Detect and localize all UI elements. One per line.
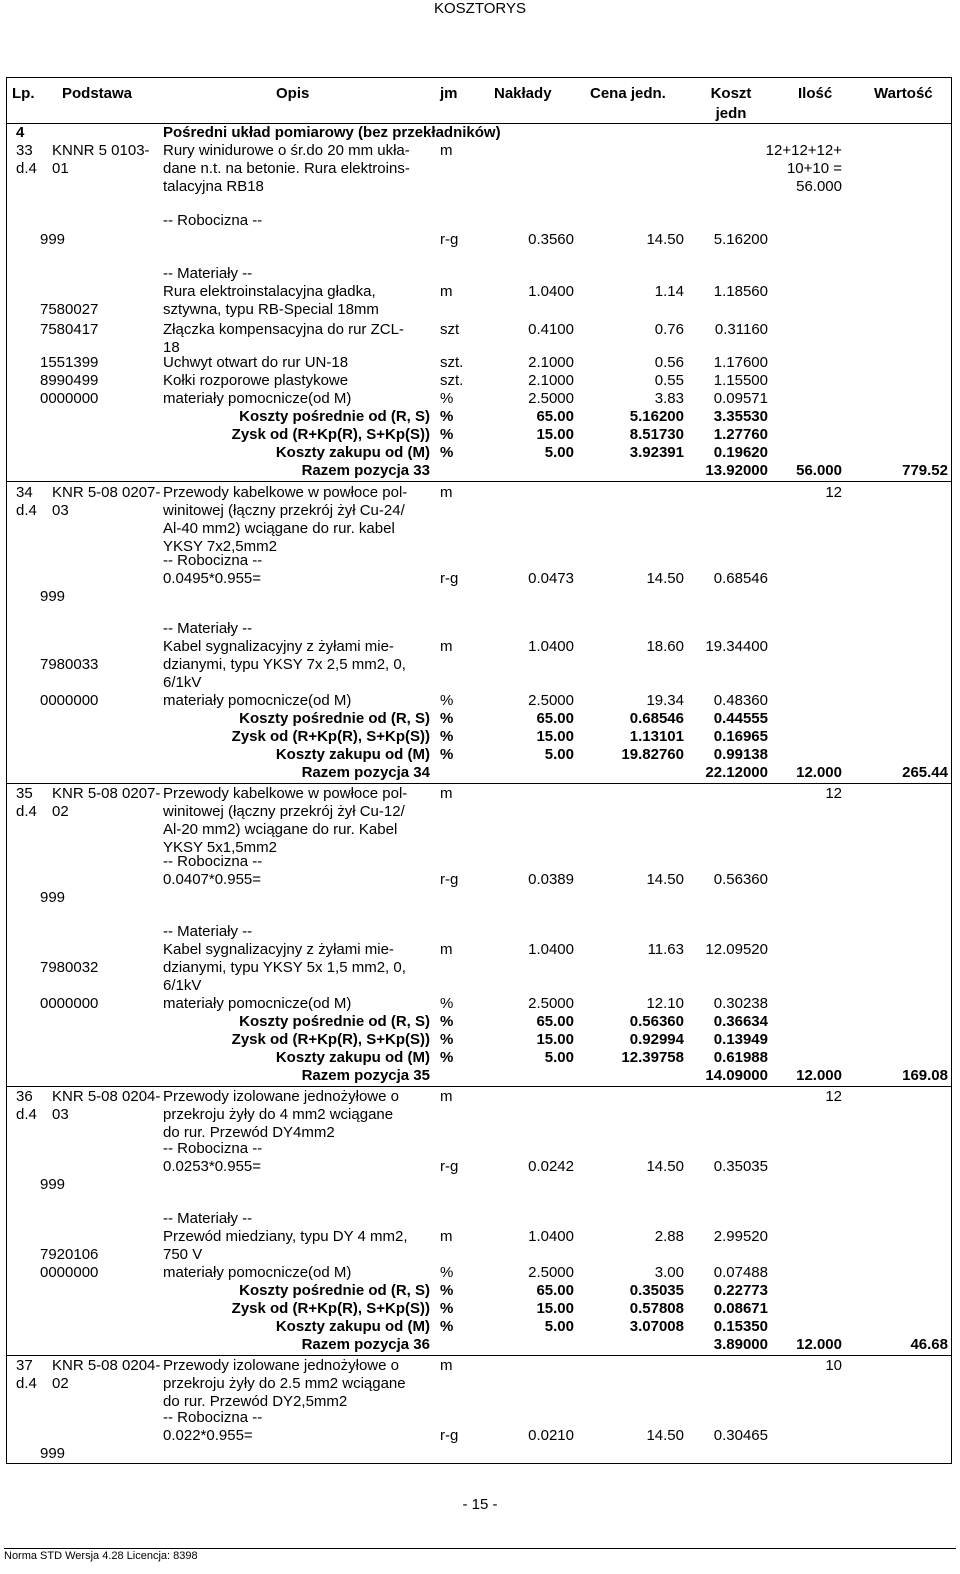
- section-title: Pośredni układ pomiarowy (bez przekładników): [163, 124, 501, 141]
- row-unit: r-g: [440, 570, 459, 587]
- item-lp: 37 d.4: [16, 1357, 37, 1392]
- row-unit-cost: 0.35035: [713, 1158, 768, 1175]
- row-price: 0.76: [654, 321, 684, 338]
- robocizna-label: -- Robocizna --: [163, 212, 263, 229]
- row-price: 14.50: [646, 1427, 684, 1444]
- summary-label: Koszty pośrednie od (R, S): [239, 1282, 430, 1299]
- summary-cost: 1.27760: [713, 426, 768, 443]
- row-description: materiały pomocnicze(od M): [163, 390, 352, 407]
- row-unit: r-g: [440, 871, 459, 888]
- footer-license: Norma STD Wersja 4.28 Licencja: 8398: [4, 1550, 198, 1562]
- summary-unit: %: [440, 710, 454, 727]
- row-description: -- Robocizna -- 0.0407*0.955=: [163, 853, 263, 888]
- row-description: -- Robocizna -- 0.0253*0.955=: [163, 1140, 263, 1175]
- row-description: -- Robocizna -- 0.0495*0.955=: [163, 552, 263, 587]
- row-code: 999: [40, 1176, 66, 1193]
- summary-base: 1.13101: [629, 728, 684, 745]
- row-code: 0000000: [40, 390, 99, 407]
- razem-label: Razem pozycja 36: [301, 1336, 430, 1353]
- summary-naklady: 15.00: [536, 426, 574, 443]
- item-quantity: 12+12+12+ 10+10 = 56.000: [765, 142, 842, 195]
- summary-label: Koszty pośrednie od (R, S): [239, 710, 430, 727]
- razem-unit-cost: 22.12000: [705, 764, 768, 781]
- col-wartosc: Wartość: [874, 85, 933, 102]
- razem-value: 46.68: [910, 1336, 948, 1353]
- item-unit: m: [440, 785, 453, 802]
- col-ilosc: Ilość: [798, 85, 833, 102]
- row-unit: szt: [440, 321, 460, 338]
- row-naklady: 1.0400: [528, 1228, 574, 1245]
- row-description: -- Materiały -- Kabel sygnalizacyjny z żyłami mie- dzianymi, typu YKSY 7x 2,5 mm2, 0, 6/1kV: [163, 620, 406, 691]
- row-code: 999: [40, 588, 66, 605]
- row-code: 7980033: [40, 656, 99, 673]
- row-unit: %: [440, 1264, 454, 1281]
- summary-cost: 0.15350: [713, 1318, 768, 1335]
- row-unit: m: [440, 638, 453, 655]
- summary-base: 3.92391: [629, 444, 684, 461]
- row-price: 3.83: [654, 390, 684, 407]
- item-lp: 33 d.4: [16, 142, 37, 177]
- summary-label: Koszty zakupu od (M): [275, 444, 430, 461]
- row-unit-cost: 2.99520: [713, 1228, 768, 1245]
- row-price: 14.50: [646, 1158, 684, 1175]
- summary-unit: %: [440, 444, 454, 461]
- razem-quantity: 12.000: [796, 1336, 842, 1353]
- summary-label: Koszty pośrednie od (R, S): [239, 1013, 430, 1030]
- summary-naklady: 5.00: [544, 444, 574, 461]
- row-code: 7580417: [40, 321, 99, 338]
- row-unit-cost: 19.34400: [705, 638, 768, 655]
- row-code: 8990499: [40, 372, 99, 389]
- row-unit-cost: 0.07488: [713, 1264, 768, 1281]
- row-price: 12.10: [646, 995, 684, 1012]
- row-code: 999: [40, 231, 66, 248]
- row-description: -- Robocizna -- 0.022*0.955=: [163, 1409, 263, 1444]
- row-unit: %: [440, 995, 454, 1012]
- row-unit-cost: 0.56360: [713, 871, 768, 888]
- row-unit-cost: 0.30465: [713, 1427, 768, 1444]
- item-lp: 35 d.4: [16, 785, 37, 820]
- row-description: -- Materiały -- Przewód miedziany, typu DY 4 mm2, 750 V: [163, 1210, 408, 1263]
- summary-naklady: 5.00: [544, 746, 574, 763]
- summary-naklady: 15.00: [536, 1300, 574, 1317]
- row-code: 999: [40, 889, 66, 906]
- row-naklady: 0.3560: [528, 231, 574, 248]
- item-description: Przewody izolowane jednożyłowe o przekroju żyły do 4 mm2 wciągane do rur. Przewód DY4mm2: [163, 1088, 399, 1141]
- item-description: Rury winidurowe o śr.do 20 mm ukła- dane n.t. na betonie. Rura elektroins- talacyjna RB18: [163, 142, 410, 195]
- item-podstawa: KNR 5-08 0207- 03: [52, 484, 161, 519]
- row-naklady: 2.5000: [528, 692, 574, 709]
- item-lp: 36 d.4: [16, 1088, 37, 1123]
- summary-cost: 0.61988: [713, 1049, 768, 1066]
- summary-cost: 0.44555: [713, 710, 768, 727]
- page-title: KOSZTORYS: [434, 0, 526, 17]
- summary-naklady: 5.00: [544, 1318, 574, 1335]
- razem-quantity: 12.000: [796, 764, 842, 781]
- col-podstawa: Podstawa: [62, 85, 133, 102]
- summary-unit: %: [440, 1031, 454, 1048]
- row-price: 19.34: [646, 692, 684, 709]
- footer-divider: [4, 1548, 956, 1549]
- row-code: 7920106: [40, 1246, 99, 1263]
- summary-unit: %: [440, 408, 454, 425]
- summary-unit: %: [440, 1318, 454, 1335]
- item-lp: 34 d.4: [16, 484, 37, 519]
- row-price: 11.63: [647, 941, 684, 958]
- page-number: - 15 -: [462, 1496, 498, 1513]
- row-description: materiały pomocnicze(od M): [163, 692, 352, 709]
- row-unit: m: [440, 1228, 453, 1245]
- item-unit: m: [440, 142, 453, 159]
- row-naklady: 1.0400: [528, 638, 574, 655]
- position-divider: [6, 783, 952, 784]
- row-code: 0000000: [40, 995, 99, 1012]
- razem-unit-cost: 14.09000: [705, 1067, 768, 1084]
- row-unit: szt.: [440, 372, 464, 389]
- summary-base: 12.39758: [621, 1049, 684, 1066]
- row-naklady: 2.5000: [528, 1264, 574, 1281]
- item-unit: m: [440, 484, 453, 501]
- row-price: 0.55: [654, 372, 684, 389]
- col-lp: Lp.: [12, 85, 35, 102]
- item-quantity: 12: [825, 1088, 842, 1105]
- row-price: 18.60: [646, 638, 684, 655]
- summary-unit: %: [440, 1300, 454, 1317]
- col-koszt: Koszt jedn: [710, 85, 752, 122]
- summary-naklady: 65.00: [536, 408, 574, 425]
- row-unit: szt.: [440, 354, 464, 371]
- position-divider: [6, 481, 952, 482]
- row-description: -- Materiały -- Rura elektroinstalacyjna gładka, sztywna, typu RB-Special 18mm: [163, 265, 379, 318]
- row-description: Kołki rozporowe plastykowe: [163, 372, 349, 389]
- row-description: materiały pomocnicze(od M): [163, 1264, 352, 1281]
- position-divider: [6, 1086, 952, 1087]
- summary-unit: %: [440, 1282, 454, 1299]
- row-unit: m: [440, 941, 453, 958]
- summary-base: 0.92994: [629, 1031, 684, 1048]
- item-unit: m: [440, 1357, 453, 1374]
- summary-cost: 0.99138: [713, 746, 768, 763]
- row-naklady: 2.5000: [528, 995, 574, 1012]
- summary-cost: 0.16965: [713, 728, 768, 745]
- col-naklady: Nakłady: [494, 85, 552, 102]
- row-unit-cost: 1.15500: [713, 372, 768, 389]
- summary-label: Koszty pośrednie od (R, S): [239, 408, 430, 425]
- row-naklady: 2.1000: [528, 354, 574, 371]
- summary-cost: 0.22773: [713, 1282, 768, 1299]
- item-unit: m: [440, 1088, 453, 1105]
- summary-unit: %: [440, 728, 454, 745]
- summary-base: 0.35035: [629, 1282, 684, 1299]
- row-code: 1551399: [40, 354, 99, 371]
- row-description: Złączka kompensacyjna do rur ZCL- 18: [163, 321, 404, 356]
- row-unit: m: [440, 283, 453, 300]
- row-description: Uchwyt otwart do rur UN-18: [163, 354, 349, 371]
- summary-base: 5.16200: [629, 408, 684, 425]
- summary-base: 0.57808: [629, 1300, 684, 1317]
- row-unit-cost: 0.68546: [713, 570, 768, 587]
- summary-naklady: 65.00: [536, 1013, 574, 1030]
- item-podstawa: KNR 5-08 0207- 02: [52, 785, 161, 820]
- summary-label: Zysk od (R+Kp(R), S+Kp(S)): [231, 728, 430, 745]
- row-naklady: 2.5000: [528, 390, 574, 407]
- row-price: 14.50: [646, 231, 684, 248]
- summary-naklady: 65.00: [536, 1282, 574, 1299]
- item-quantity: 10: [825, 1357, 842, 1374]
- row-unit: r-g: [440, 231, 459, 248]
- row-price: 14.50: [646, 570, 684, 587]
- row-description: materiały pomocnicze(od M): [163, 995, 352, 1012]
- summary-unit: %: [440, 746, 454, 763]
- item-description: Przewody kabelkowe w powłoce pol- winitowej (łączny przekrój żył Cu-24/ Al-40 mm2) wciągane do rur. kabel YKSY 7x2,5mm2: [163, 484, 408, 555]
- razem-label: Razem pozycja 34: [301, 764, 430, 781]
- row-price: 14.50: [646, 871, 684, 888]
- row-code: 999: [40, 1445, 66, 1462]
- summary-unit: %: [440, 1049, 454, 1066]
- row-unit-cost: 12.09520: [705, 941, 768, 958]
- summary-base: 19.82760: [621, 746, 684, 763]
- item-podstawa: KNNR 5 0103- 01: [52, 142, 150, 177]
- row-naklady: 0.0473: [528, 570, 574, 587]
- summary-base: 3.07008: [629, 1318, 684, 1335]
- summary-cost: 0.36634: [713, 1013, 768, 1030]
- summary-unit: %: [440, 426, 454, 443]
- row-naklady: 0.0242: [528, 1158, 574, 1175]
- row-unit: %: [440, 692, 454, 709]
- item-quantity: 12: [825, 484, 842, 501]
- summary-cost: 3.35530: [713, 408, 768, 425]
- row-unit-cost: 1.17600: [713, 354, 768, 371]
- summary-cost: 0.19620: [713, 444, 768, 461]
- summary-base: 8.51730: [629, 426, 684, 443]
- item-description: Przewody izolowane jednożyłowe o przekroju żyły do 2.5 mm2 wciągane do rur. Przewód DY2,5mm2: [163, 1357, 406, 1410]
- row-description: -- Materiały -- Kabel sygnalizacyjny z żyłami mie- dzianymi, typu YKSY 5x 1,5 mm2, 0, 6/1kV: [163, 923, 406, 994]
- row-naklady: 1.0400: [528, 941, 574, 958]
- row-code: 7580027: [40, 301, 99, 318]
- razem-quantity: 12.000: [796, 1067, 842, 1084]
- row-unit: r-g: [440, 1158, 459, 1175]
- summary-naklady: 15.00: [536, 1031, 574, 1048]
- razem-value: 169.08: [902, 1067, 948, 1084]
- row-code: 7980032: [40, 959, 99, 976]
- summary-naklady: 5.00: [544, 1049, 574, 1066]
- col-opis: Opis: [276, 85, 310, 102]
- summary-label: Koszty zakupu od (M): [275, 1049, 430, 1066]
- summary-label: Zysk od (R+Kp(R), S+Kp(S)): [231, 1031, 430, 1048]
- summary-label: Koszty zakupu od (M): [275, 1318, 430, 1335]
- razem-value: 779.52: [902, 462, 948, 479]
- summary-cost: 0.08671: [713, 1300, 768, 1317]
- row-unit-cost: 0.09571: [713, 390, 768, 407]
- item-quantity: 12: [825, 785, 842, 802]
- row-unit: %: [440, 390, 454, 407]
- row-price: 2.88: [654, 1228, 684, 1245]
- razem-unit-cost: 3.89000: [713, 1336, 768, 1353]
- item-podstawa: KNR 5-08 0204- 02: [52, 1357, 161, 1392]
- razem-quantity: 56.000: [796, 462, 842, 479]
- row-price: 0.56: [654, 354, 684, 371]
- row-code: 0000000: [40, 692, 99, 709]
- row-naklady: 0.0210: [528, 1427, 574, 1444]
- section-number: 4: [16, 124, 25, 141]
- row-price: 3.00: [654, 1264, 684, 1281]
- summary-naklady: 15.00: [536, 728, 574, 745]
- row-unit-cost: 0.31160: [714, 321, 768, 338]
- row-naklady: 2.1000: [528, 372, 574, 389]
- row-unit-cost: 0.30238: [713, 995, 768, 1012]
- razem-label: Razem pozycja 35: [301, 1067, 430, 1084]
- razem-label: Razem pozycja 33: [301, 462, 430, 479]
- razem-value: 265.44: [902, 764, 948, 781]
- row-naklady: 0.0389: [528, 871, 574, 888]
- row-unit-cost: 1.18560: [713, 283, 768, 300]
- razem-unit-cost: 13.92000: [705, 462, 768, 479]
- summary-label: Zysk od (R+Kp(R), S+Kp(S)): [231, 426, 430, 443]
- item-podstawa: KNR 5-08 0204- 03: [52, 1088, 161, 1123]
- summary-label: Zysk od (R+Kp(R), S+Kp(S)): [231, 1300, 430, 1317]
- row-code: 0000000: [40, 1264, 99, 1281]
- row-unit-cost: 5.16200: [713, 231, 768, 248]
- col-cena: Cena jedn.: [590, 85, 666, 102]
- row-unit: r-g: [440, 1427, 459, 1444]
- col-jm: jm: [440, 85, 458, 102]
- summary-base: 0.68546: [629, 710, 684, 727]
- summary-base: 0.56360: [629, 1013, 684, 1030]
- position-divider: [6, 1355, 952, 1356]
- summary-label: Koszty zakupu od (M): [275, 746, 430, 763]
- summary-cost: 0.13949: [713, 1031, 768, 1048]
- row-unit-cost: 0.48360: [713, 692, 768, 709]
- item-description: Przewody kabelkowe w powłoce pol- winitowej (łączny przekrój żył Cu-12/ Al-20 mm2) wciągane do rur. Kabel YKSY 5x1,5mm2: [163, 785, 408, 856]
- summary-unit: %: [440, 1013, 454, 1030]
- row-price: 1.14: [654, 283, 684, 300]
- summary-naklady: 65.00: [536, 710, 574, 727]
- row-naklady: 0.4100: [528, 321, 574, 338]
- row-naklady: 1.0400: [528, 283, 574, 300]
